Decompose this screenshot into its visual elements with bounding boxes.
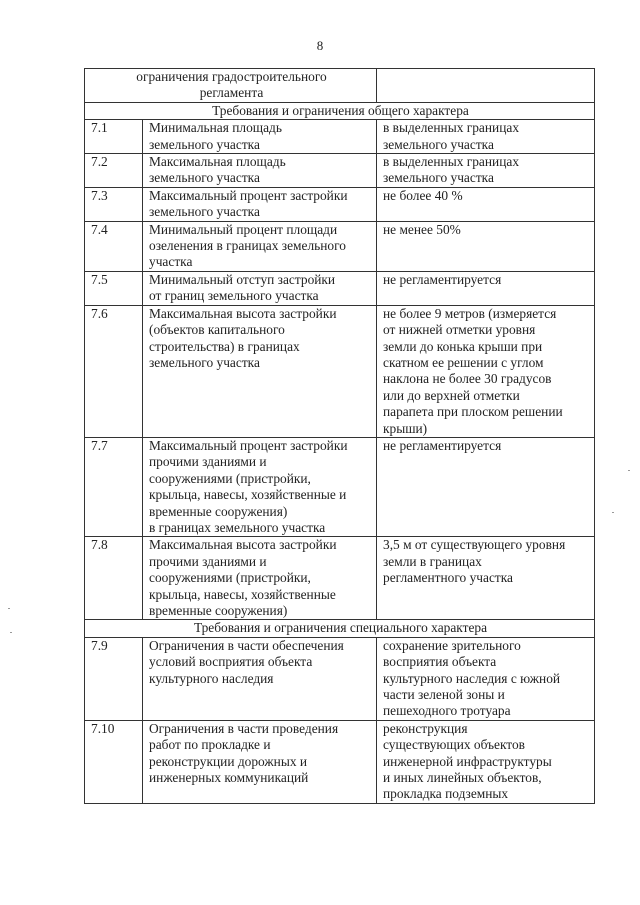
table-row: [85, 305, 595, 437]
row-value: не менее 50%: [377, 221, 595, 271]
row-number: 7.4: [85, 221, 143, 271]
row-value: не регламентируется: [377, 271, 595, 305]
row-value: сохранение зрительного восприятия объекта культурного наследия с южной части зеленой зоны и пешеходного тротуара: [377, 637, 595, 720]
scan-mark: [612, 512, 614, 513]
row-name: Ограничения в части обеспечения условий восприятия объекта культурного наследия: [143, 637, 377, 720]
row-value: не регламентируется: [377, 437, 595, 536]
scan-mark: [628, 470, 630, 471]
row-name: Минимальная площадь земельного участка: [143, 120, 377, 154]
section-header-row: [85, 102, 595, 119]
table-row: [85, 221, 595, 271]
header-right-cell: [377, 69, 595, 103]
row-value: в выделенных границах земельного участка: [377, 154, 595, 188]
row-name: Максимальный процент застройки прочими зданиями и сооружениями (пристройки, крыльца, навесы, хозяйственные и временные сооружения) в границах земельного участка: [143, 437, 377, 536]
row-name: Максимальная высота застройки прочими зданиями и сооружениями (пристройки, крыльца, навесы, хозяйственные временные сооружения): [143, 537, 377, 620]
row-value: в выделенных границах земельного участка: [377, 120, 595, 154]
header-left-cell: ограничения градостроительного регламента: [85, 69, 377, 103]
table-row: [85, 271, 595, 305]
row-name: Ограничения в части проведения работ по прокладке и реконструкции дорожных и инженерных коммуникаций: [143, 720, 377, 803]
section-title: Требования и ограничения специального характера: [85, 620, 595, 637]
row-number: 7.6: [85, 305, 143, 437]
table-row: [85, 120, 595, 154]
table-row: [85, 637, 595, 720]
page-number: 8: [316, 38, 324, 53]
row-name: Минимальный процент площади озеленения в границах земельного участка: [143, 221, 377, 271]
section-header-row: [85, 620, 595, 637]
row-number: 7.5: [85, 271, 143, 305]
row-value: 3,5 м от существующего уровня земли в границах регламентного участка: [377, 537, 595, 620]
scan-mark: [10, 632, 12, 633]
row-number: 7.7: [85, 437, 143, 536]
row-name: Максимальная площадь земельного участка: [143, 154, 377, 188]
row-name: Максимальный процент застройки земельного участка: [143, 187, 377, 221]
table-row: [85, 437, 595, 536]
row-number: 7.2: [85, 154, 143, 188]
row-number: 7.10: [85, 720, 143, 803]
header-row: [85, 69, 595, 103]
row-value: не более 40 %: [377, 187, 595, 221]
row-number: 7.8: [85, 537, 143, 620]
scan-mark: [8, 608, 10, 609]
row-number: 7.3: [85, 187, 143, 221]
table-row: [85, 154, 595, 188]
table-row: [85, 187, 595, 221]
row-number: 7.1: [85, 120, 143, 154]
row-name: Максимальная высота застройки (объектов капитального строительства) в границах земельного участка: [143, 305, 377, 437]
section-title: Требования и ограничения общего характера: [85, 102, 595, 119]
regulation-table: [84, 68, 595, 804]
row-value: не более 9 метров (измеряется от нижней отметки уровня земли до конька крыши при скатном ее решении с углом наклона не более 30 градусов или до верхней отметки парапета при плоском решении крыши): [377, 305, 595, 437]
row-name: Минимальный отступ застройки от границ земельного участка: [143, 271, 377, 305]
table-row: [85, 537, 595, 620]
row-number: 7.9: [85, 637, 143, 720]
row-value: реконструкция существующих объектов инженерной инфраструктуры и иных линейных объектов, прокладка подземных: [377, 720, 595, 803]
table-row: [85, 720, 595, 803]
